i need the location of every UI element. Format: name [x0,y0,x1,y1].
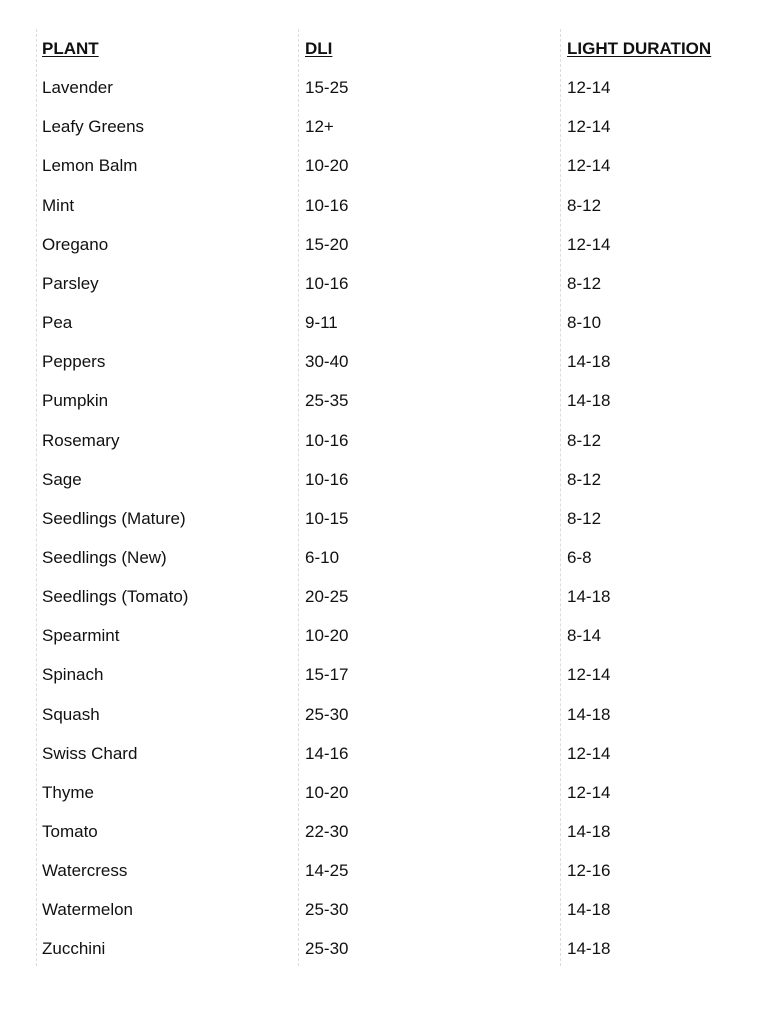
light-duration-cell: 12-14 [567,743,611,763]
table-row [36,890,756,929]
table-row [36,577,756,616]
table-row [36,68,756,107]
dli-cell: 15-17 [305,665,349,685]
plant-cell: Oregano [42,234,109,254]
dli-cell: 22-30 [305,822,349,841]
dli-cell: 25-30 [305,900,349,920]
light-duration-cell: 14-18 [567,587,611,607]
dli-cell: 9-11 [305,313,338,333]
light-duration-cell: 14-18 [567,352,611,372]
plant-cell: Seedlings (Tomato) [42,587,189,607]
dli-cell: 10-16 [305,273,349,293]
plant-cell: Rosemary [42,430,120,450]
table-row [36,342,756,381]
plant-cell: Swiss Chard [42,743,138,763]
light-duration-cell: 8-12 [567,273,602,293]
plant-cell: Seedlings (New) [42,547,167,567]
table-row [36,107,756,146]
header-plant: PLANT [42,39,99,58]
light-duration-cell: 8-12 [567,430,602,450]
plant-cell: Spinach [42,665,104,685]
dli-cell: 15-25 [305,78,349,98]
table-row [36,303,756,342]
dli-cell: 14-16 [305,743,349,763]
table-row [36,734,756,773]
table-row [36,264,756,303]
table-row [36,421,756,460]
dli-cell: 10-20 [305,626,349,646]
table-row [36,695,756,734]
plant-cell: Watermelon [42,900,134,920]
table-row [36,460,756,499]
plant-cell: Mint [42,195,75,215]
table-row [36,381,756,420]
table-row [36,146,756,185]
plant-cell: Spearmint [42,626,120,646]
dli-cell: 6-10 [305,547,340,567]
plant-cell: Watercress [42,861,128,881]
light-duration-cell: 12-14 [567,782,611,802]
plant-cell: Lavender [42,78,113,98]
plant-cell: Lemon Balm [42,156,138,176]
light-duration-cell: 12-16 [567,861,611,881]
plant-cell: Pea [42,313,73,333]
table-row [36,225,756,264]
dli-cell: 10-20 [305,782,349,802]
dli-cell: 10-20 [305,156,349,176]
dli-cell: 30-40 [305,352,349,372]
table-row [36,851,756,890]
plant-cell: Zucchini [42,939,106,959]
dli-cell: 12+ [305,117,334,137]
header-row [36,29,756,68]
light-duration-cell: 12-14 [567,117,611,137]
plant-cell: Tomato [42,822,98,841]
plant-cell: Sage [42,469,82,489]
table-row [36,812,756,851]
plant-cell: Peppers [42,352,106,372]
dli-cell: 14-25 [305,861,349,881]
plant-cell: Pumpkin [42,391,109,411]
plant-light-table [36,29,756,966]
light-duration-cell: 8-12 [567,195,602,215]
table-row [36,929,756,968]
plant-cell: Leafy Greens [42,117,145,137]
light-duration-cell: 8-14 [567,626,602,646]
table-row [36,655,756,694]
light-duration-cell: 8-10 [567,313,602,333]
table-row [36,538,756,577]
header-light-duration: LIGHT DURATION [567,39,712,58]
light-duration-cell: 12-14 [567,156,611,176]
dli-cell: 10-15 [305,508,349,528]
table-row [36,499,756,538]
light-duration-cell: 14-18 [567,939,611,959]
dli-cell: 25-30 [305,704,349,724]
dli-cell: 15-20 [305,234,349,254]
dli-cell: 10-16 [305,430,349,450]
dli-cell: 20-25 [305,587,349,607]
light-duration-cell: 14-18 [567,391,611,411]
dli-cell: 25-30 [305,939,349,959]
dli-cell: 10-16 [305,469,349,489]
light-duration-cell: 8-12 [567,508,602,528]
light-duration-cell: 12-14 [567,78,611,98]
light-duration-cell: 12-14 [567,234,611,254]
light-duration-cell: 12-14 [567,665,611,685]
light-duration-cell: 6-8 [567,547,592,567]
light-duration-cell: 8-12 [567,469,602,489]
table-row [36,186,756,225]
header-dli: DLI [305,39,333,58]
table-row [36,773,756,812]
dli-cell: 25-35 [305,391,349,411]
plant-cell: Thyme [42,782,94,802]
dli-cell: 10-16 [305,195,349,215]
light-duration-cell: 14-18 [567,900,611,920]
light-duration-cell: 14-18 [567,822,611,841]
light-duration-cell: 14-18 [567,704,611,724]
plant-cell: Parsley [42,273,99,293]
table-row [36,616,756,655]
plant-cell: Squash [42,704,100,724]
plant-cell: Seedlings (Mature) [42,508,186,528]
